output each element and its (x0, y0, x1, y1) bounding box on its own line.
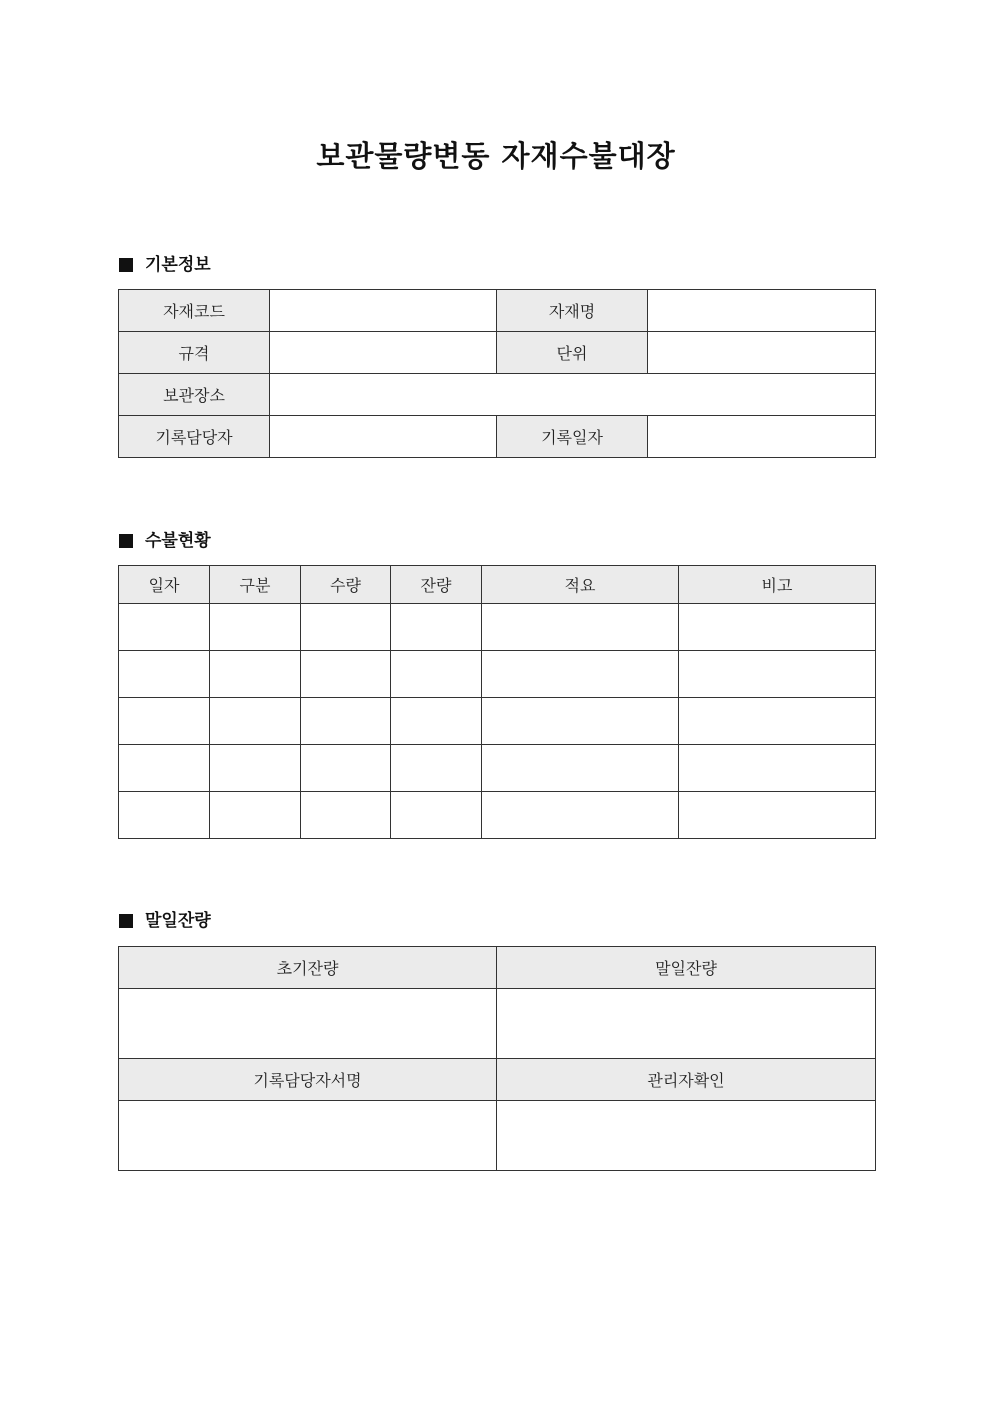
table-cell-balance[interactable] (391, 604, 482, 651)
table-cell-balance[interactable] (391, 745, 482, 792)
table-header-row (119, 947, 876, 989)
table-cell-quantity[interactable] (301, 651, 391, 698)
table-row (119, 1101, 876, 1171)
section-heading-basic-info (119, 253, 211, 277)
table-cell-balance[interactable] (391, 698, 482, 745)
table-cell-type[interactable] (210, 651, 301, 698)
label-closing-balance: 말일잔량 (497, 947, 876, 989)
field-opening-balance[interactable] (119, 989, 497, 1059)
table-row (119, 604, 876, 651)
table-row (119, 792, 876, 839)
field-storage-location[interactable] (270, 374, 876, 416)
basic-info-table (118, 289, 876, 458)
table-row (119, 651, 876, 698)
table-cell-balance[interactable] (391, 651, 482, 698)
table-cell-type[interactable] (210, 698, 301, 745)
field-manager-confirm[interactable] (497, 1101, 876, 1171)
document-title: 보관물량변동 자재수불대장 (316, 139, 676, 173)
table-cell-quantity[interactable] (301, 604, 391, 651)
table-cell-remarks[interactable] (679, 698, 876, 745)
label-unit: 단위 (497, 332, 648, 374)
table-header-row (119, 566, 876, 604)
table-cell-balance[interactable] (391, 792, 482, 839)
table-cell-description[interactable] (482, 698, 679, 745)
table-row (119, 989, 876, 1059)
table-row (119, 374, 876, 416)
table-cell-remarks[interactable] (679, 651, 876, 698)
table-cell-description[interactable] (482, 651, 679, 698)
column-header-type: 구분 (210, 566, 301, 604)
table-row (119, 332, 876, 374)
label-opening-balance: 초기잔량 (119, 947, 497, 989)
field-recorder-signature[interactable] (119, 1101, 497, 1171)
table-header-row (119, 1059, 876, 1101)
table-cell-date[interactable] (119, 745, 210, 792)
label-storage-location: 보관장소 (119, 374, 270, 416)
table-row (119, 745, 876, 792)
table-cell-type[interactable] (210, 604, 301, 651)
table-cell-description[interactable] (482, 792, 679, 839)
section-heading-closing (119, 909, 211, 933)
field-material-name[interactable] (648, 290, 876, 332)
label-record-date: 기록일자 (497, 416, 648, 458)
table-cell-date[interactable] (119, 651, 210, 698)
section-heading-label: 기본정보 (145, 255, 211, 275)
table-cell-quantity[interactable] (301, 745, 391, 792)
table-cell-date[interactable] (119, 698, 210, 745)
field-unit[interactable] (648, 332, 876, 374)
table-cell-description[interactable] (482, 604, 679, 651)
field-record-date[interactable] (648, 416, 876, 458)
column-header-remarks: 비고 (679, 566, 876, 604)
column-header-description: 적요 (482, 566, 679, 604)
column-header-date: 일자 (119, 566, 210, 604)
table-cell-remarks[interactable] (679, 745, 876, 792)
label-material-code: 자재코드 (119, 290, 270, 332)
table-cell-quantity[interactable] (301, 792, 391, 839)
table-cell-remarks[interactable] (679, 792, 876, 839)
square-bullet-icon (119, 534, 133, 548)
table-cell-date[interactable] (119, 604, 210, 651)
label-spec: 규격 (119, 332, 270, 374)
table-row (119, 416, 876, 458)
section-heading-transactions (119, 529, 211, 553)
label-manager-confirm: 관리자확인 (497, 1059, 876, 1101)
column-header-quantity: 수량 (301, 566, 391, 604)
label-recorder: 기록담당자 (119, 416, 270, 458)
section-heading-label: 수불현황 (145, 531, 211, 551)
field-spec[interactable] (270, 332, 497, 374)
square-bullet-icon (119, 258, 133, 272)
transaction-table (118, 565, 876, 839)
section-heading-label: 말일잔량 (145, 911, 211, 931)
table-row (119, 290, 876, 332)
label-recorder-signature: 기록담당자서명 (119, 1059, 497, 1101)
field-material-code[interactable] (270, 290, 497, 332)
field-closing-balance[interactable] (497, 989, 876, 1059)
table-cell-description[interactable] (482, 745, 679, 792)
table-cell-quantity[interactable] (301, 698, 391, 745)
table-cell-type[interactable] (210, 745, 301, 792)
label-material-name: 자재명 (497, 290, 648, 332)
field-recorder[interactable] (270, 416, 497, 458)
table-row (119, 698, 876, 745)
table-cell-date[interactable] (119, 792, 210, 839)
table-cell-remarks[interactable] (679, 604, 876, 651)
table-cell-type[interactable] (210, 792, 301, 839)
square-bullet-icon (119, 914, 133, 928)
closing-balance-table (118, 946, 876, 1171)
column-header-balance: 잔량 (391, 566, 482, 604)
